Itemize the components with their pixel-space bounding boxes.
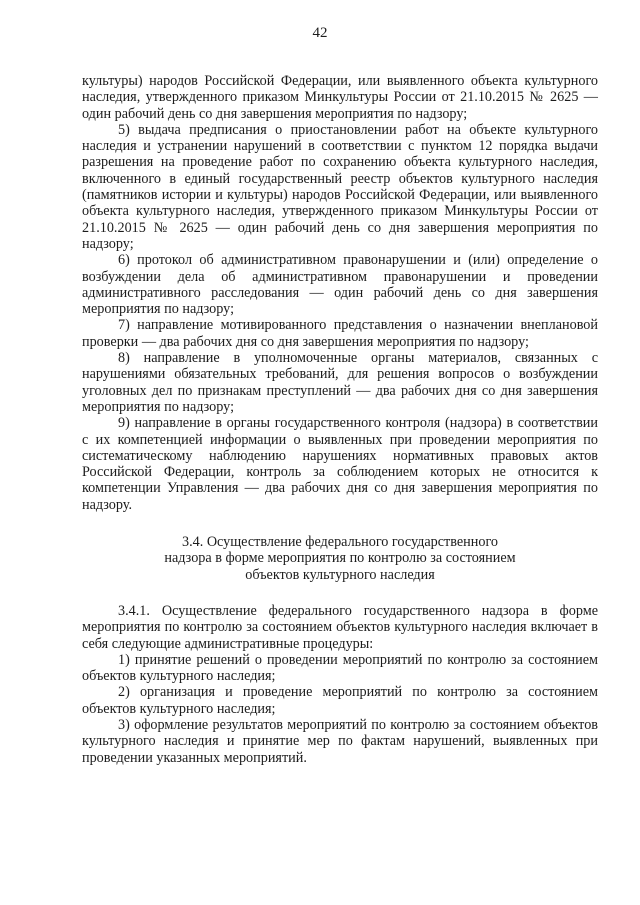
- paragraph-procedure-2: 2) организация и проведение мероприятий по контролю за состоянием объектов культурного наследия;: [82, 684, 598, 717]
- paragraph-continuation: культуры) народов Российской Федерации, или выявленного объекта культурного наследия, утвержденного приказом Минкультуры России от 21.10.2015 № 2625 — один рабочий день со дня завершения мероприятия по надзору;: [82, 73, 598, 122]
- paragraph-item-9: 9) направление в органы государственного контроля (надзора) в соответствии с их компетенцией информации о выявленных при проведении мероприятия по систематическому наблюдению нарушениях нормативных правовых актов Российской Федерации, контроль за соблюдением которых не относится к компетенции Управления — два рабочих дня со дня завершения мероприятия по надзору.: [82, 415, 598, 513]
- paragraph-item-6: 6) протокол об административном правонарушении и (или) определение о возбуждении дела об административном правонарушении и проведении административного расследования — один рабочий день со дня завершения мероприятия по надзору;: [82, 252, 598, 318]
- paragraph-item-7: 7) направление мотивированного представления о назначении внеплановой проверки — два рабочих дня со дня завершения мероприятия по надзору;: [82, 317, 598, 350]
- paragraph-procedure-1: 1) принятие решений о проведении мероприятий по контролю за состоянием объектов культурного наследия;: [82, 651, 598, 685]
- section-heading-line: объектов культурного наследия: [245, 566, 435, 583]
- paragraph-item-8: 8) направление в уполномоченные органы материалов, связанных с нарушениями обязательных требований, для решения вопросов о возбуждении уголовных дел по признакам преступлений — два рабочих дня со дня завершения мероприятия по надзору;: [82, 350, 598, 415]
- section-heading-line: 3.4. Осуществление федерального государственного: [181, 534, 499, 551]
- paragraph-procedure-3: 3) оформление результатов мероприятий по контролю за состоянием объектов культурного наследия и принятие мер по фактам нарушений, выявленных при проведении указанных мероприятий.: [82, 716, 598, 766]
- document-body: [82, 73, 598, 766]
- page-number: 42: [312, 25, 328, 41]
- section-heading: [82, 534, 598, 583]
- section-heading-line: надзора в форме мероприятия по контролю за состоянием: [164, 550, 516, 567]
- paragraph-item-5: 5) выдача предписания о приостановлении работ на объекте культурного наследия и устранении нарушений в соответствии с пунктом 12 порядка выдачи разрешения на проведение работ по сохранению объекта культурного наследия, включенного в единый государственный реестр объектов культурного наследия (памятников истории и культуры) народов Российской Федерации, или выявленного объекта культурного наследия, утвержденного приказом Минкультуры России от 21.10.2015 № 2625 — один рабочий день со дня завершения мероприятия по надзору;: [82, 121, 598, 252]
- paragraph-3-4-1: 3.4.1. Осуществление федерального государственного надзора в форме мероприятия по контролю за состоянием объектов культурного наследия включает в себя следующие административные процедуры:: [82, 602, 598, 652]
